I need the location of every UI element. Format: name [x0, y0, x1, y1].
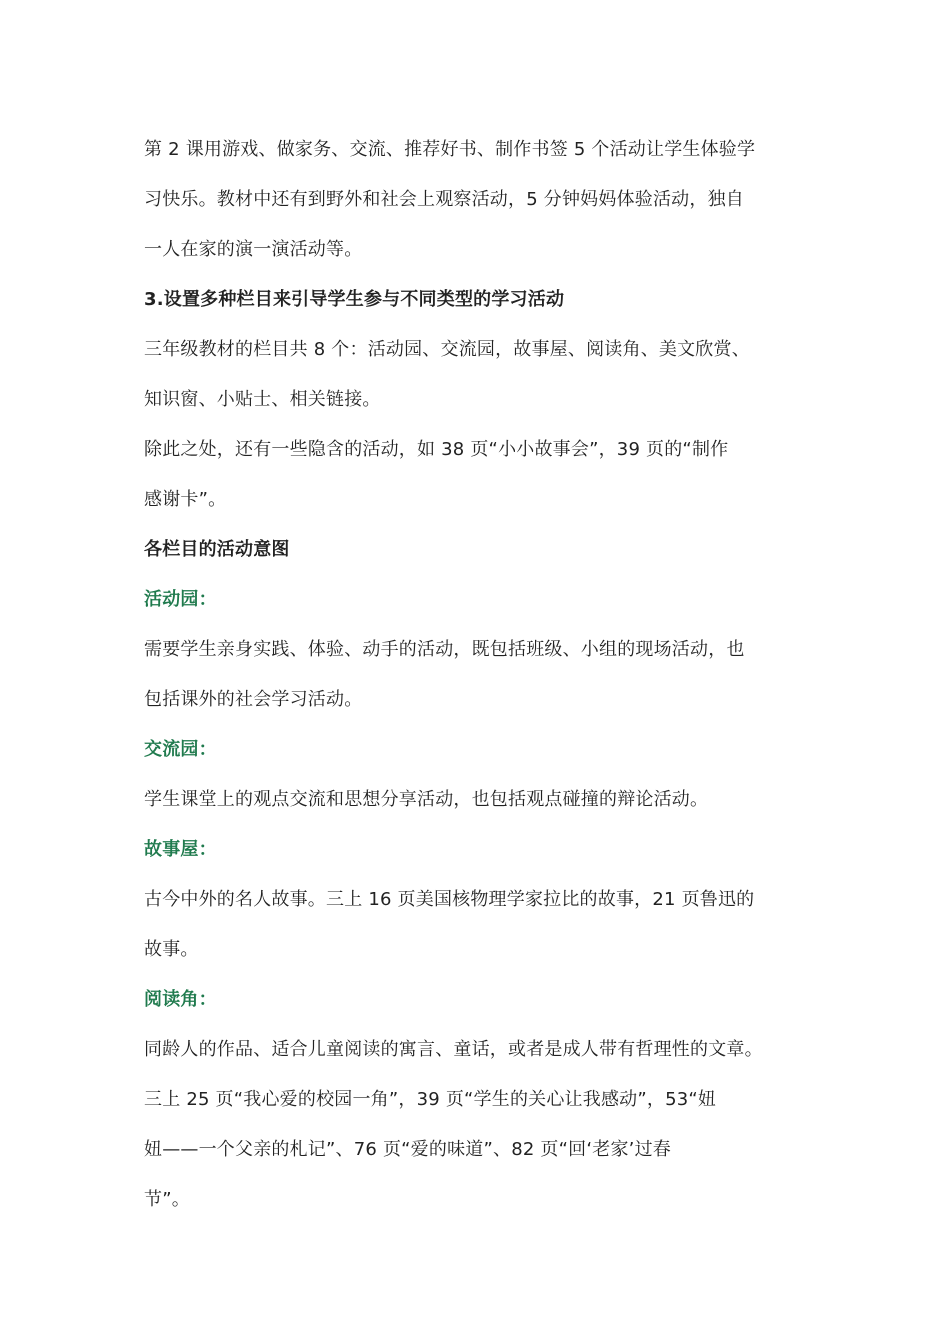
section-label-activity-garden: 活动园： [144, 589, 217, 610]
body-text-line: 三年级教材的栏目共 8 个：活动园、交流园，故事屋、阅读角、美文欣赏、 [144, 339, 750, 360]
document-page [144, 128, 824, 1228]
body-text-line: 感谢卡”。 [144, 489, 227, 510]
section-label-story-house: 故事屋： [144, 839, 217, 860]
body-text-line: 习快乐。教材中还有到野外和社会上观察活动，5 分钟妈妈体验活动，独自 [144, 189, 744, 210]
body-text-line: 知识窗、小贴士、相关链接。 [144, 389, 381, 410]
body-text-line: 同龄人的作品、适合儿童阅读的寓言、童话，或者是成人带有哲理性的文章。 [144, 1039, 763, 1060]
section-label-exchange-garden: 交流园： [144, 739, 217, 760]
body-text-line: 三上 25 页“我心爱的校园一角”，39 页“学生的关心让我感动”，53“妞 [144, 1089, 717, 1110]
body-text-line: 第 2 课用游戏、做家务、交流、推荐好书、制作书签 5 个活动让学生体验学 [144, 139, 756, 160]
body-text-line: 节”。 [144, 1189, 190, 1210]
body-text-line: 一人在家的演一演活动等。 [144, 239, 363, 260]
subheading: 3.设置多种栏目来引导学生参与不同类型的学习活动 [144, 289, 565, 310]
body-text-line: 需要学生亲身实践、体验、动手的活动，既包括班级、小组的现场活动，也 [144, 639, 745, 660]
section-label-reading-corner: 阅读角： [144, 989, 217, 1010]
subheading: 各栏目的活动意图 [144, 539, 290, 560]
body-text-line: 古今中外的名人故事。三上 16 页美国核物理学家拉比的故事，21 页鲁迅的 [144, 889, 755, 910]
body-text-line: 除此之处，还有一些隐含的活动，如 38 页“小小故事会”，39 页的“制作 [144, 439, 729, 460]
body-text-line: 包括课外的社会学习活动。 [144, 689, 363, 710]
body-text-line: 学生课堂上的观点交流和思想分享活动，也包括观点碰撞的辩论活动。 [144, 789, 709, 810]
body-text-line: 故事。 [144, 939, 199, 960]
body-text-line: 妞——一个父亲的札记”、76 页“爱的味道”、82 页“回‘老家’过春 [144, 1139, 671, 1160]
